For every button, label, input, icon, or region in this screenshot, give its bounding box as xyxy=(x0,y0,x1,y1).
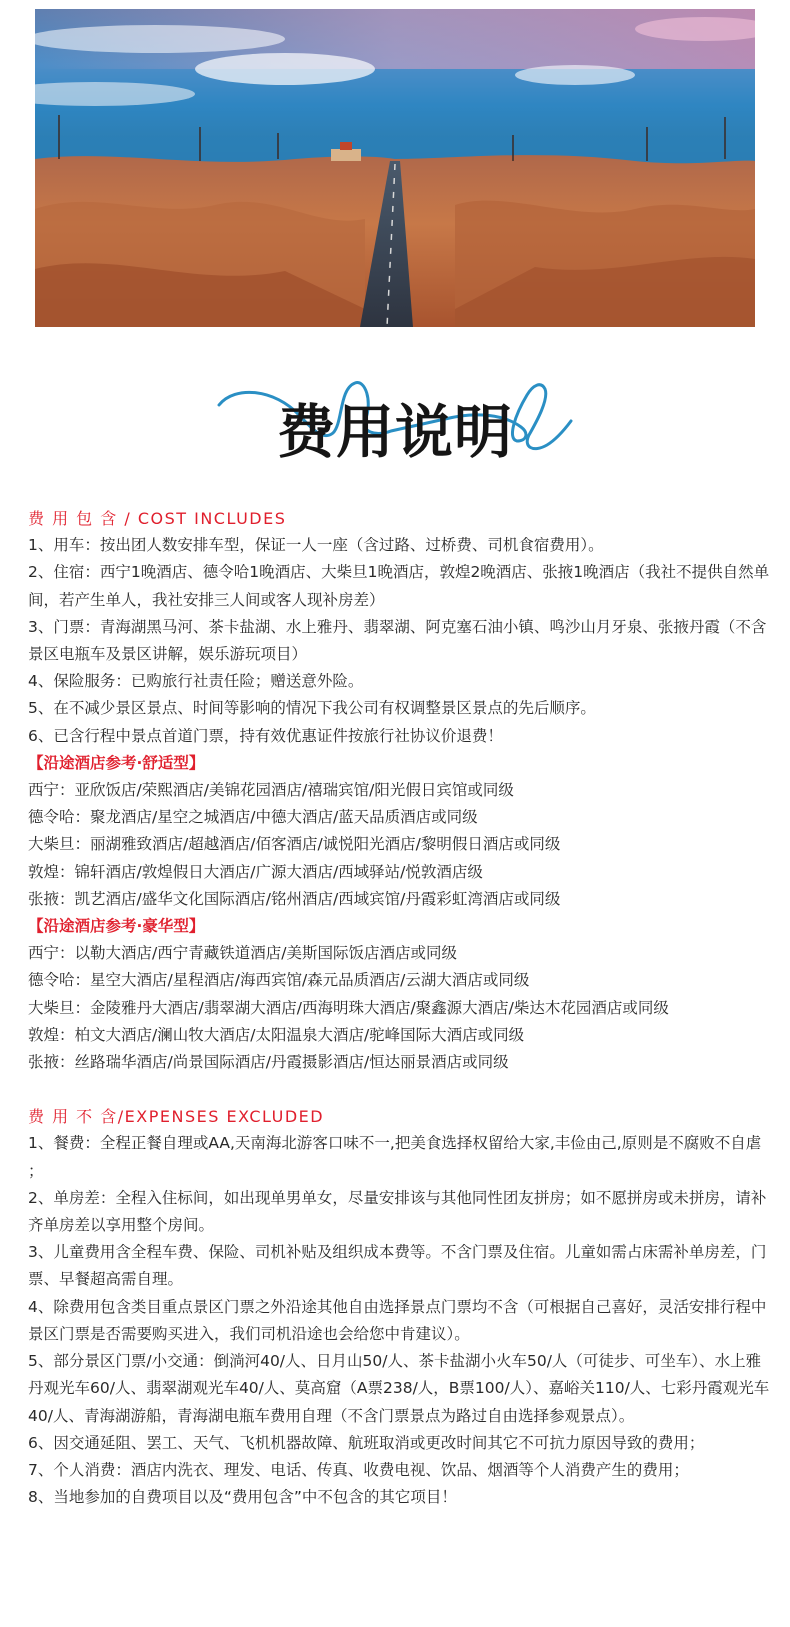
hotel-list-item: 德令哈：星空大酒店/星程酒店/海西宾馆/森元品质酒店/云湖大酒店或同级 xyxy=(28,971,530,990)
excludes-item: 5、部分景区门票/小交通：倒淌河40/人、日月山50/人、茶卡盐湖小火车50/人（可徒步、可坐车）、水上雅丹观光车60/人、翡翠湖观光车40/人、莫高窟（A票238/人，B票100/人）、嘉峪关110/人、七彩丹霞观光车40/人、青海湖游船，青海湖电瓶车费用自理（不含门票景点为路过自由选择参观景点）。 xyxy=(28,1352,770,1425)
content-body xyxy=(28,505,776,1511)
hotel-list-item: 西宁：以勒大酒店/西宁青藏铁道酒店/美斯国际饭店酒店或同级 xyxy=(28,944,457,963)
desert-road-image xyxy=(35,9,755,327)
hotels-comfort-heading: 【沿途酒店参考·舒适型】 xyxy=(28,753,205,772)
includes-item: 5、在不减少景区景点、时间等影响的情况下我公司有权调整景区景点的先后顺序。 xyxy=(28,699,596,718)
excludes-item: 8、当地参加的自费项目以及“费用包含”中不包含的其它项目！ xyxy=(28,1488,457,1507)
hotel-list-item: 大柴旦：丽湖雅致酒店/超越酒店/佰客酒店/诚悦阳光酒店/黎明假日酒店或同级 xyxy=(28,835,561,854)
includes-item: 4、保险服务：已购旅行社责任险；赠送意外险。 xyxy=(28,672,364,691)
excludes-item: 6、因交通延阻、罢工、天气、飞机机器故障、航班取消或更改时间其它不可抗力原因导致的费用； xyxy=(28,1433,705,1452)
hotel-list-item: 敦煌：柏文大酒店/澜山牧大酒店/太阳温泉大酒店/驼峰国际大酒店或同级 xyxy=(28,1025,525,1044)
hotel-list-item: 敦煌：锦轩酒店/敦煌假日大酒店/广源大酒店/西域驿站/悦敦酒店级 xyxy=(28,862,483,881)
page-title: 费用说明 xyxy=(276,398,513,466)
hotel-list-item: 西宁：亚欣饭店/荣熙酒店/美锦花园酒店/禧瑞宾馆/阳光假日宾馆或同级 xyxy=(28,781,514,800)
hotels-luxury-heading: 【沿途酒店参考·豪华型】 xyxy=(28,917,205,936)
excludes-heading: 费 用 不 含/EXPENSES EXCLUDED xyxy=(28,1107,325,1127)
excludes-item: 2、单房差：全程入住标间，如出现单男单女，尽量安排该与其他同性团友拼房；如不愿拼房或未拼房，请补齐单房差以享用整个房间。 xyxy=(28,1188,767,1235)
excludes-item: 1、餐费：全程正餐自理或AA,天南海北游客口味不一,把美食选择权留给大家,丰俭由己,原则是不腐败不自虐 ； xyxy=(28,1134,762,1180)
hotel-list-item: 德令哈：聚龙酒店/星空之城酒店/中德大酒店/蓝天品质酒店或同级 xyxy=(28,808,478,827)
includes-item: 3、门票：青海湖黑马河、茶卡盐湖、水上雅丹、翡翠湖、阿克塞石油小镇、鸣沙山月牙泉、张掖丹霞（不含景区电瓶车及景区讲解，娱乐游玩项目） xyxy=(28,617,767,664)
includes-item: 6、已含行程中景点首道门票，持有效优惠证件按旅行社协议价退费！ xyxy=(28,726,503,745)
hotel-list-item: 张掖：凯艺酒店/盛华文化国际酒店/铭州酒店/西域宾馆/丹霞彩虹湾酒店或同级 xyxy=(28,889,561,908)
includes-heading: 费 用 包 含 / COST INCLUDES xyxy=(28,509,287,528)
includes-item: 1、用车：按出团人数安排车型，保证一人一座（含过路、过桥费、司机食宿费用）。 xyxy=(28,536,604,555)
excludes-item: 7、个人消费：酒店内洗衣、理发、电话、传真、收费电视、饮品、烟酒等个人消费产生的费用； xyxy=(28,1460,689,1479)
hotel-list-item: 大柴旦：金陵雅丹大酒店/翡翠湖大酒店/西海明珠大酒店/聚鑫源大酒店/柴达木花园酒店或同级 xyxy=(28,998,669,1017)
hotel-list-item: 张掖：丝路瑞华酒店/尚景国际酒店/丹霞摄影酒店/恒达丽景酒店或同级 xyxy=(28,1053,509,1072)
section-title xyxy=(215,375,575,475)
includes-item: 2、住宿：西宁1晚酒店、德令哈1晚酒店、大柴旦1晚酒店，敦煌2晚酒店、张掖1晚酒店（我社不提供自然单间，若产生单人，我社安排三人间或客人现补房差） xyxy=(28,563,770,609)
hero-photo xyxy=(35,9,755,327)
excludes-item: 4、除费用包含类目重点景区门票之外沿途其他自由选择景点门票均不含（可根据自己喜好，灵活安排行程中景区门票是否需要购买进入，我们司机沿途也会给您中肯建议）。 xyxy=(28,1297,767,1343)
section-spacer xyxy=(28,1076,776,1103)
excludes-item: 3、儿童费用含全程车费、保险、司机补贴及组织成本费等。不含门票及住宿。儿童如需占床需补单房差，门票、早餐超高需自理。 xyxy=(28,1243,767,1289)
